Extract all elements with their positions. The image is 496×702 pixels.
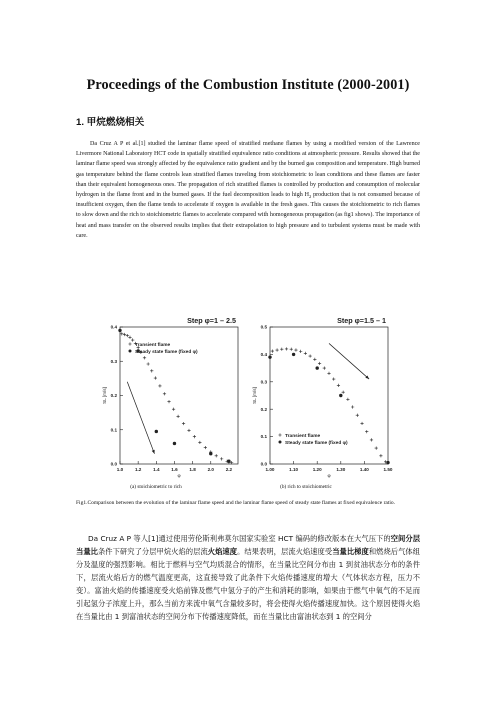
- legend-steady-label: Steady state flame (fixed φ): [285, 440, 348, 446]
- chart-a: [102, 316, 238, 479]
- subcaption-b: (b) rich to stoichiometric: [280, 484, 332, 490]
- chart-title: Step φ=1 – 2.5: [187, 316, 236, 325]
- page-title: Proceedings of the Combustion Institute (2000-2001): [86, 77, 410, 93]
- x-axis-label: φ: [177, 474, 181, 479]
- x-tick-label: 1.2: [134, 467, 142, 472]
- y-tick-label: 0.2: [260, 406, 267, 412]
- steady-point: [386, 461, 389, 464]
- y-tick-label: 0.1: [110, 427, 117, 433]
- cn-text-4: 和燃烧后气体组分及温度的强烈影响。相比于燃料与空气均质混合的情形，在当量比空间分布由 1 到贫油状态分布的条件下，层流火焰后方的燃气温度更高，这直接导致了此条件下火焰传播速度的增大（气体状态方程，压力不变）。富油火焰的传播速度受火焰前锋及燃气中氢分子的产生和消耗的影响，如果由于燃气中氧气的不足而引起氢分子浓度上升，那么当前方来流中氧气含量较多时，将会使得火焰传播速度加快。这个原因使得火焰在当量比由 1 到富油状态的空间分布下传播速度降低，而在当量比由富油状态到 1 的空间分: [76, 547, 421, 621]
- legend-transient-label: Transient flame: [285, 433, 321, 439]
- chinese-paragraph: [76, 532, 420, 623]
- x-tick-label: 1.40: [359, 467, 369, 472]
- x-tick-label: 1.10: [289, 467, 299, 472]
- y-tick-label: 0.0: [110, 461, 117, 467]
- y-axis-label: SL [m/s]: [252, 387, 257, 404]
- steady-point: [118, 329, 121, 332]
- x-tick-label: 1.20: [312, 467, 322, 472]
- steady-point: [173, 442, 176, 445]
- cn-text-2: 条件下研究了分层甲烷火焰的层流: [97, 547, 208, 556]
- steady-point: [155, 430, 158, 433]
- figure-caption: Fig1.Comparison between the evolution of the laminar flame speed and the laminar flame speed of steady state flames at fixed equivalence ratio.: [76, 500, 396, 506]
- cn-bold-1: 空间分层当量比: [76, 534, 420, 556]
- x-tick-label: 1.6: [171, 467, 178, 472]
- x-tick-label: 2.2: [225, 467, 233, 472]
- y-tick-label: 0.2: [110, 393, 117, 399]
- y-tick-label: 0.4: [260, 352, 267, 357]
- legend-steady-marker: [129, 350, 132, 353]
- x-tick-label: 1.8: [189, 467, 196, 472]
- legend-steady-marker: [279, 441, 282, 444]
- cn-text-1: Da Cruz A P 等人[1]通过使用劳伦斯利弗莫尔国家实验室 HCT 编码的修改版本在大气压下的: [88, 534, 391, 543]
- steady-point: [316, 366, 319, 369]
- abstract-text-2: production that is not consumed because of insufficient oxygen, then the flame tends to accelerate if oxygen is available in the fresh gases. This causes the stoichiometric to rich flames to slow down and the rich to stoichiometric flames to accelerate compared with homogeneous propagation (as fig1 shows). The importance of heat and mass transfer on the observed results implies that their extrapolation to high pressure and to turbulent systems must be made with care.: [76, 192, 420, 239]
- y-tick-label: 0.1: [260, 434, 267, 440]
- x-tick-label: 2.0: [207, 467, 214, 472]
- chart-b: [252, 316, 393, 479]
- x-axis-label: φ: [327, 474, 331, 479]
- abstract-paragraph: [76, 139, 420, 241]
- cn-bold-3: 当量比梯度: [332, 547, 369, 556]
- legend-steady-label: Steady state flame (fixed φ): [135, 349, 198, 355]
- steady-point: [292, 353, 295, 356]
- chart-title: Step φ=1.5 – 1: [337, 316, 386, 325]
- steady-point: [209, 452, 212, 455]
- y-tick-label: 0.5: [260, 324, 267, 330]
- figure-1-svg: [100, 311, 400, 481]
- y-tick-label: 0.4: [110, 324, 117, 330]
- x-tick-label: 1.4: [153, 467, 160, 472]
- y-tick-label: 0.0: [260, 461, 267, 467]
- y-tick-label: 0.3: [260, 379, 267, 385]
- steady-point: [227, 460, 230, 463]
- abstract-subscript: 2: [308, 194, 312, 200]
- figure-1: [100, 311, 400, 481]
- section-heading: 1. 甲烷燃烧相关: [76, 117, 145, 128]
- steady-point: [339, 394, 342, 397]
- steady-point: [268, 355, 271, 358]
- legend-transient-label: Transient flame: [135, 342, 171, 348]
- y-tick-label: 0.3: [110, 358, 117, 364]
- x-tick-label: 1.50: [383, 467, 393, 472]
- x-tick-label: 1.0: [116, 467, 124, 472]
- cn-text-3: 。结果表明，层流火焰速度受: [237, 547, 333, 556]
- subcaption-a: (a) stoichiometric to rich: [130, 484, 182, 490]
- x-tick-label: 1.00: [265, 467, 275, 472]
- cn-bold-2: 火焰速度: [207, 547, 238, 556]
- x-tick-label: 1.30: [336, 467, 346, 472]
- abstract-text-1: Da Cruz A P et al.[1] studied the laminar flame speed of stratified methane flames by using a modified version of the Lawrence Livermore National Laboratory HCT code in spatially stratified equivalence ratio conditions at atmospheric pressure. Results showed that the laminar flame speed was strongly affected by the equivalence ratio gradient and by the burned gas composition and temperature. High burned gas temperature behind the flame controls lean stratified flames traveling from stoichiometric to lean conditions and these flames are faster than their equivalent homogeneous ones. The propagation of rich stratified flames is controlled by production and consumption of molecular hydrogen in the flame front and in the burned gases. If the fuel decomposition leads to high H: [76, 141, 420, 199]
- y-axis-label: SL [m/s]: [102, 387, 107, 404]
